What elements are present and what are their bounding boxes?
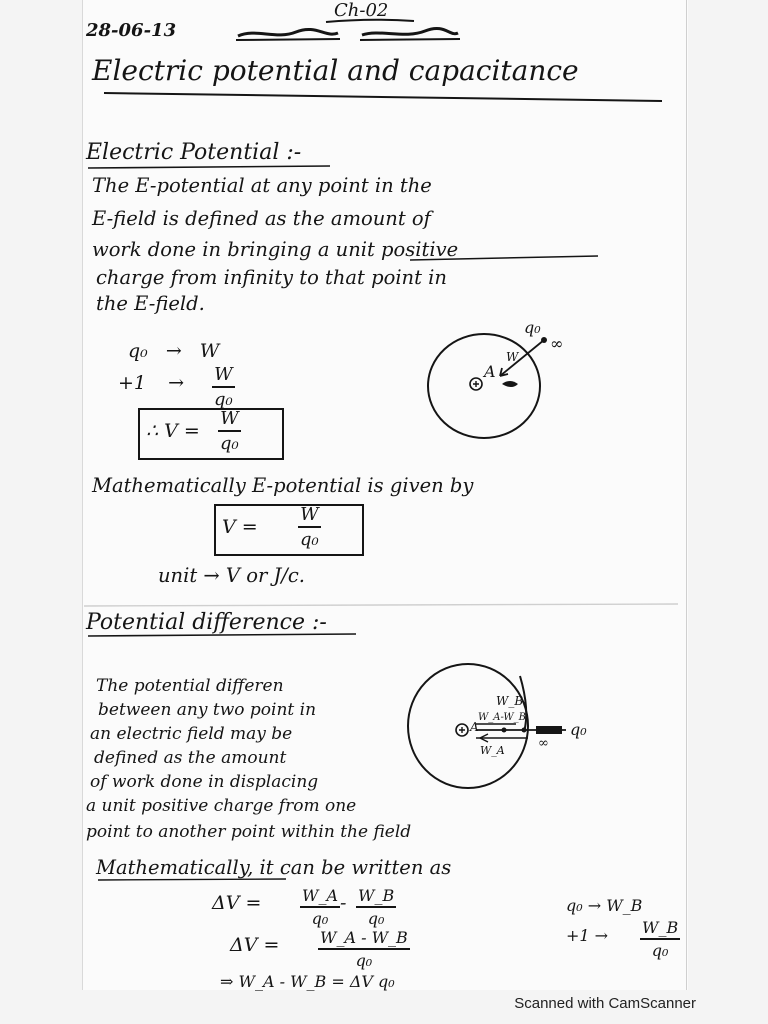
text-line: between any two point in [98,700,317,720]
side-relation-2: +1 → [566,926,609,945]
text-line: work done in bringing a unit positive [92,238,459,261]
math-statement: Mathematically E-potential is given by [92,474,474,497]
diagram-q0-label: q₀ [524,318,541,337]
text-line: charge from infinity to that point in [96,266,447,289]
diagram-wb-label: W_B [496,694,524,708]
scanner-watermark: Scanned with CamScanner [514,995,696,1012]
text-line: of work done in displacing [90,772,319,792]
diagram-a-label: A [484,362,496,381]
diagram-wab-label: W_A-W_B [478,712,526,723]
diagram-infinity-label: ∞ [550,334,564,353]
eq1-fraction-b: W_B q₀ [358,886,395,928]
text-line: defined as the amount [94,748,287,768]
unit-line: unit → V or J/c. [158,564,305,587]
text-line: an electric field may be [90,724,293,744]
text-line: The potential differen [96,676,284,696]
section-heading: Electric Potential :- [86,140,302,165]
text-line: point to another point within the field [86,822,412,842]
text-line: the E-field. [96,292,205,315]
diagram-wa-label: W_A [480,744,505,757]
eq1-lhs: ΔV = [212,892,262,914]
page-date: 28-06-13 [86,20,177,41]
diagram-w-label: W [506,350,519,364]
eq1-fraction-a: W_A q₀ [302,886,338,928]
side-fraction: W_B q₀ [642,918,679,960]
eq3: ⇒ W_A - W_B = ΔV q₀ [220,972,395,991]
w-symbol: W [199,340,220,362]
side-relation-1: q₀ → W_B [566,896,643,915]
page-title: Electric potential and capacitance [92,54,579,87]
eq1-minus: - [340,892,347,914]
plus-one-symbol: +1 [118,372,147,394]
diagram-q0-label: q₀ [570,720,587,739]
q0-symbol: q₀ [128,340,148,362]
formula-prefix: ∴ V = [146,420,200,442]
diagram-infinity-label: ∞ [538,736,549,751]
chapter-label: Ch-02 [334,0,389,21]
arrow-symbol: → [168,372,184,394]
formula-fraction: W q₀ [300,504,319,550]
text-line: E-field is defined as the amount of [92,207,431,230]
text-line: a unit positive charge from one [86,796,357,816]
text-line: The E-potential at any point in the [92,174,432,197]
eq2-fraction: W_A - W_B q₀ [320,928,408,970]
formula-prefix: V = [222,516,258,538]
arrow-symbol: → [165,340,182,362]
diagram-a-label: A [470,720,479,734]
formula-fraction: W q₀ [220,408,239,454]
math-statement: Mathematically, it can be written as [96,856,452,879]
fraction-w-q0: W q₀ [214,364,233,410]
eq2-lhs: ΔV = [230,934,280,956]
section-heading: Potential difference :- [86,610,327,635]
